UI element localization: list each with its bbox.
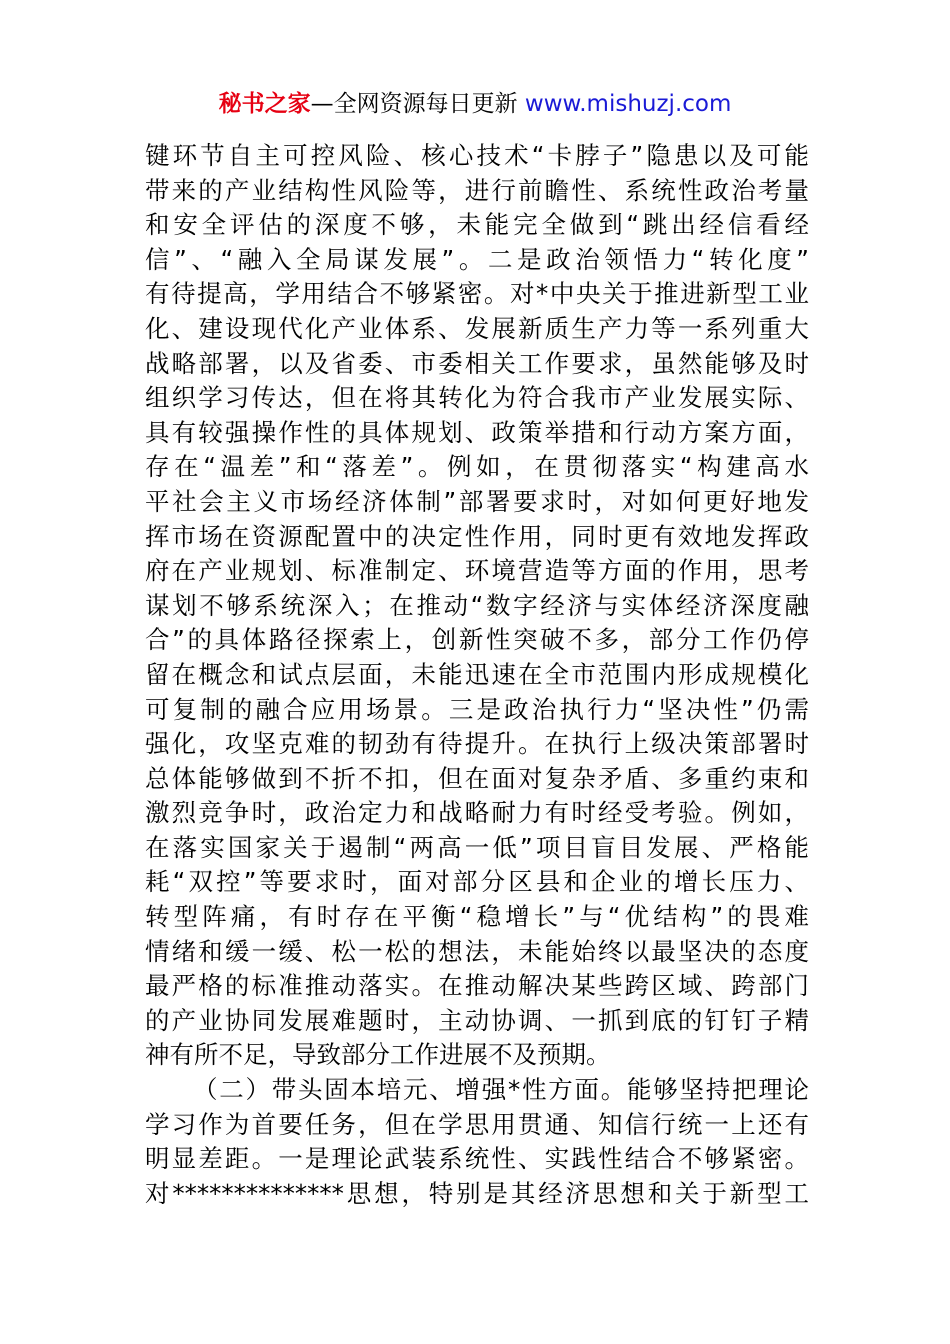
- text-line: 的产业协同发展难题时，主动协调、一抓到底的钉钉子精: [145, 1005, 809, 1035]
- text-line: 府在产业规划、标准制定、环境营造等方面的作用，思考: [145, 556, 809, 586]
- text-line: 合”的具体路径探索上，创新性突破不多，部分工作仍停: [145, 625, 809, 655]
- text-line: 强化，攻坚克难的韧劲有待提升。在执行上级决策部署时: [145, 729, 809, 759]
- text-line: 存在“温差”和“落差”。例如，在贯彻落实“构建高水: [145, 452, 809, 482]
- page-header: [0, 88, 950, 120]
- text-line: 最严格的标准推动落实。在推动解决某些跨区域、跨部门: [145, 971, 809, 1001]
- text-line: 留在概念和试点层面，未能迅速在全市范围内形成规模化: [145, 659, 809, 689]
- text-line: 耗“双控”等要求时，面对部分区县和企业的增长压力、: [145, 867, 809, 897]
- text-line: 谋划不够系统深入；在推动“数字经济与实体经济深度融: [145, 590, 809, 620]
- text-line: 化、建设现代化产业体系、发展新质生产力等一系列重大: [145, 313, 809, 343]
- text-line: 明显差距。一是理论武装系统性、实践性结合不够紧密。: [145, 1144, 809, 1174]
- text-line: 对**************思想，特别是其经济思想和关于新型工: [145, 1178, 809, 1208]
- text-line: 信”、“融入全局谋发展”。二是政治领悟力“转化度”: [145, 244, 809, 274]
- text-line: 带来的产业结构性风险等，进行前瞻性、系统性政治考量: [145, 175, 809, 205]
- site-brand: 秘书之家: [218, 91, 311, 117]
- text-line: 总体能够做到不折不扣，但在面对复杂矛盾、多重约束和: [145, 763, 809, 793]
- text-line: 键环节自主可控风险、核心技术“卡脖子”隐患以及可能: [145, 141, 809, 170]
- paragraph-end-line: 神有所不足，导致部分工作进展不及预期。: [145, 1040, 611, 1070]
- text-line: 具有较强操作性的具体规划、政策举措和行动方案方面，: [145, 417, 809, 447]
- text-line: 学习作为首要任务，但在学思用贯通、知信行统一上还有: [145, 1109, 809, 1139]
- text-line: 挥市场在资源配置中的决定性作用，同时更有效地发挥政: [145, 521, 809, 551]
- section-heading-line: （二）带头固本培元、增强*性方面。能够坚持把理论: [193, 1075, 809, 1105]
- text-line: 有待提高，学用结合不够紧密。对*中央关于推进新型工业: [145, 279, 809, 309]
- text-line: 在落实国家关于遏制“两高一低”项目盲目发展、严格能: [145, 832, 809, 862]
- text-line: 和安全评估的深度不够，未能完全做到“跳出经信看经: [145, 210, 809, 240]
- site-tagline: —全网资源每日更新: [310, 91, 525, 117]
- text-line: 转型阵痛，有时存在平衡“稳增长”与“优结构”的畏难: [145, 902, 809, 932]
- text-line: 战略部署，以及省委、市委相关工作要求，虽然能够及时: [145, 348, 809, 378]
- text-line: 组织学习传达，但在将其转化为符合我市产业发展实际、: [145, 383, 809, 413]
- text-line: 平社会主义市场经济体制”部署要求时，对如何更好地发: [145, 486, 809, 516]
- text-line: 激烈竞争时，政治定力和战略耐力有时经受考验。例如，: [145, 798, 809, 828]
- text-line: 情绪和缓一缓、松一松的想法，未能始终以最坚决的态度: [145, 936, 809, 966]
- site-url[interactable]: www.mishuzj.com: [524, 91, 732, 117]
- document-body: [145, 139, 809, 1211]
- text-line: 可复制的融合应用场景。三是政治执行力“坚决性”仍需: [145, 694, 809, 724]
